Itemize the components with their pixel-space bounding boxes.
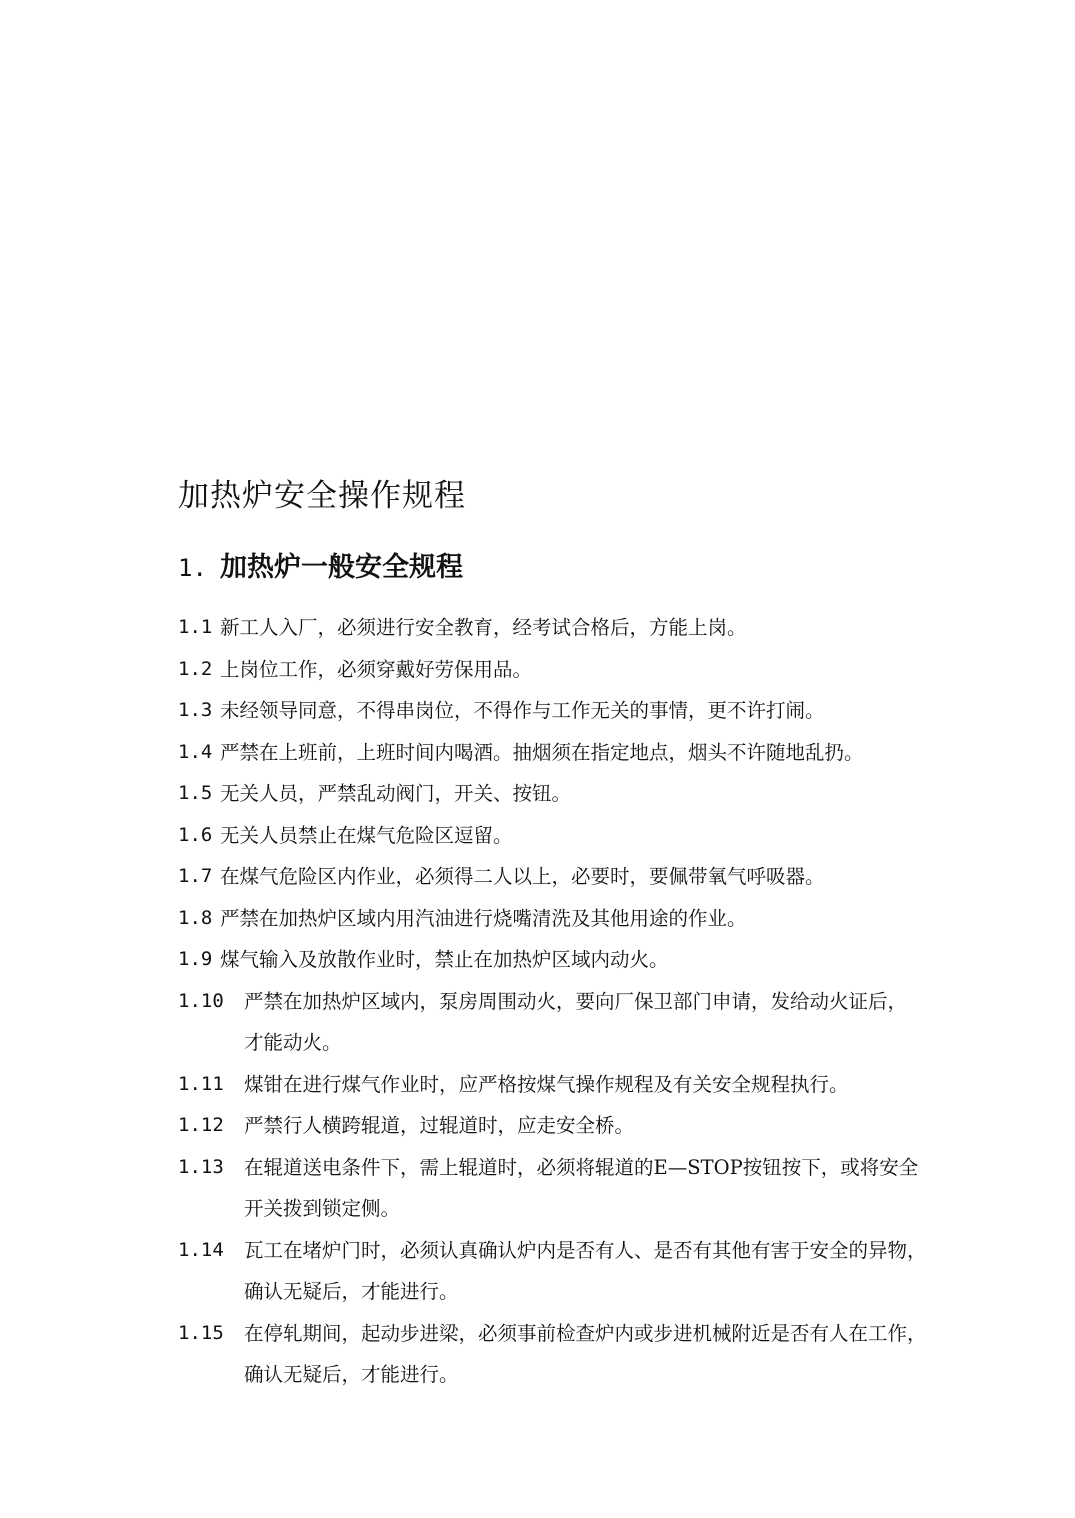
rule-number: 1.10 [178,989,224,1012]
rules-list [178,607,998,1396]
list-item [178,1230,998,1313]
rule-text-line: 开关拨到锁定侧。 [244,1197,401,1220]
rule-number: 1.4 [178,740,213,763]
list-item [178,773,998,815]
section-number: 1. [178,554,207,582]
rule-number: 1.7 [178,865,213,887]
rule-number: 1.8 [178,906,213,929]
rule-text [244,1147,918,1230]
list-item [178,1147,998,1230]
rule-text [244,981,907,1064]
rule-text-line: 确认无疑后，才能进行。 [244,1363,459,1386]
rule-text [244,1313,927,1396]
list-item [178,856,998,898]
rule-number: 1.12 [178,1114,224,1136]
rule-text: 严禁在上班前，上班时间内喝酒。抽烟须在指定地点，烟头不许随地乱扔。 [220,740,864,764]
section-heading [178,545,463,584]
rule-number: 1.15 [178,1321,224,1344]
rule-number: 1.11 [178,1072,224,1095]
list-item [178,1064,998,1106]
list-item [178,649,998,691]
list-item [178,1105,998,1147]
rule-number: 1.14 [178,1238,224,1261]
rule-number: 1.6 [178,823,213,846]
rule-text: 无关人员禁止在煤气危险区逗留。 [220,823,513,847]
list-item [178,981,998,1064]
document-title: 加热炉安全操作规程 [178,478,466,514]
rule-number: 1.5 [178,782,213,804]
rule-text: 未经领导同意，不得串岗位，不得作与工作无关的事情，更不许打闹。 [220,699,825,722]
list-item [178,898,998,940]
rule-text-line: 才能动火。 [244,1031,342,1054]
rule-text: 新工人入厂，必须进行安全教育，经考试合格后，方能上岗。 [220,616,747,639]
rule-text-line: 严禁在加热炉区域内，泵房周围动火，要向厂保卫部门申请，发给动火证后， [244,989,908,1013]
rule-text: 上岗位工作，必须穿戴好劳保用品。 [220,657,533,681]
list-item [178,815,998,857]
rule-text-line: 在辊道送电条件下，需上辊道时，必须将辊道的E—STOP按钮按下，或将安全 [244,1155,919,1179]
rule-text: 无关人员，严禁乱动阀门，开关、按钮。 [220,782,572,805]
rule-text-line: 瓦工在堵炉门时，必须认真确认炉内是否有人、是否有其他有害于安全的异物， [244,1238,927,1262]
list-item [178,607,998,649]
rule-number: 1.2 [178,657,213,680]
list-item [178,732,998,774]
rule-text: 煤钳在进行煤气作业时，应严格按煤气操作规程及有关安全规程执行。 [244,1072,849,1096]
rule-number: 1.1 [178,616,213,638]
list-item [178,1313,998,1396]
section-title: 加热炉一般安全规程 [220,552,463,583]
list-item [178,690,998,732]
rule-text: 严禁行人横跨辊道，过辊道时，应走安全桥。 [244,1114,635,1137]
rule-number: 1.9 [178,948,213,970]
rule-number: 1.13 [178,1155,224,1178]
rule-text [244,1230,927,1313]
rule-text: 在煤气危险区内作业，必须得二人以上，必要时，要佩带氧气呼吸器。 [220,865,825,888]
rule-text: 严禁在加热炉区域内用汽油进行烧嘴清洗及其他用途的作业。 [220,906,747,930]
list-item [178,939,998,981]
rule-number: 1.3 [178,699,213,721]
rule-text: 煤气输入及放散作业时，禁止在加热炉区域内动火。 [220,948,669,971]
rule-text-line: 确认无疑后，才能进行。 [244,1280,459,1303]
rule-text-line: 在停轧期间，起动步进梁，必须事前检查炉内或步进机械附近是否有人在工作， [244,1321,927,1345]
